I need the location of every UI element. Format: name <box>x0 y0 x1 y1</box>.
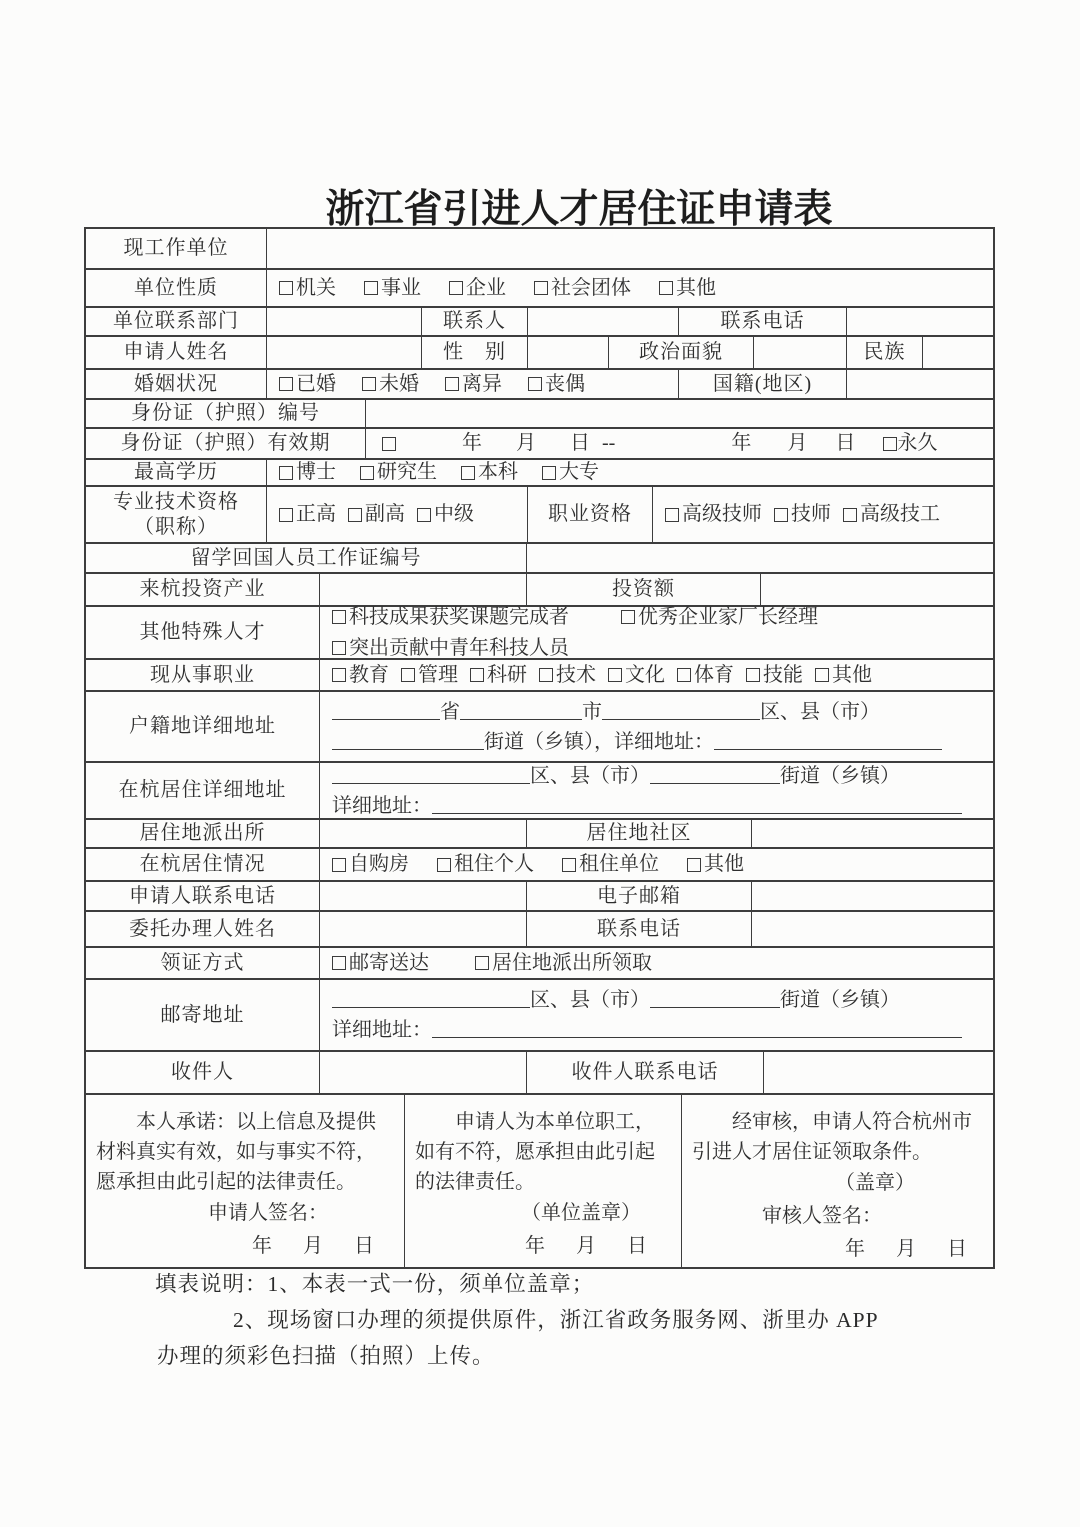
blank-underline[interactable] <box>432 1018 962 1038</box>
special-talent-line1 <box>332 602 818 633</box>
checkbox-label: 突出贡献中青年科技人员 <box>349 636 569 659</box>
label-vocational-qualification: 职业资格 <box>527 487 652 542</box>
label-delivery-method: 领证方式 <box>160 951 245 974</box>
checkbox-label: 永久 <box>897 432 938 454</box>
declaration-unit <box>404 1095 681 1267</box>
checkbox-icon <box>774 508 788 522</box>
field-hangzhou-address <box>319 763 993 818</box>
field-id-validity <box>365 429 993 458</box>
checkbox-label: 社会团体 <box>551 276 631 299</box>
row-id-number <box>86 398 993 427</box>
checkbox-option[interactable] <box>475 951 652 976</box>
field-contact-person[interactable] <box>527 308 678 335</box>
checkbox-icon <box>843 508 857 522</box>
validity-separator: -- <box>602 432 616 454</box>
checkbox-option[interactable] <box>470 663 527 688</box>
checkbox-label: 邮寄送达 <box>349 951 429 974</box>
row-unit-nature <box>86 268 993 306</box>
checkbox-label: 副高 <box>365 503 405 525</box>
label-agent-name: 委托办理人姓名 <box>129 917 276 940</box>
checkbox-option[interactable] <box>542 460 599 485</box>
checkbox-option[interactable] <box>746 663 803 688</box>
text-street-detail: 街道（乡镇），详细地址： <box>484 730 714 753</box>
checkbox-icon <box>437 858 451 872</box>
field-agent-name[interactable] <box>319 912 526 946</box>
page-title: 浙江省引进人才居住证申请表 <box>325 188 833 231</box>
checkbox-option[interactable] <box>608 663 665 688</box>
blank-underline[interactable] <box>332 730 484 750</box>
label-investment-industry: 来杭投资产业 <box>139 578 266 600</box>
label-marital-status: 婚姻状况 <box>134 372 218 395</box>
checkbox-label: 离异 <box>462 372 502 395</box>
occupation-options <box>319 660 993 690</box>
text-city: 市 <box>582 700 602 723</box>
blank-underline[interactable] <box>460 700 582 720</box>
label-police-station: 居住地派出所 <box>139 822 266 844</box>
label-professional-line2: （职称） <box>134 515 218 538</box>
checkbox-label: 技能 <box>763 663 803 686</box>
label-contact-person: 联系人 <box>421 308 527 335</box>
text-detail: 详细地址： <box>332 794 432 817</box>
checkbox-option[interactable] <box>332 663 389 688</box>
row-investment <box>86 572 993 605</box>
checkbox-icon <box>360 466 374 480</box>
text-detail: 详细地址： <box>332 1019 432 1041</box>
checkbox-icon <box>445 377 459 391</box>
checkbox-icon <box>687 858 701 872</box>
application-form-table <box>84 227 995 1269</box>
note-line-2: 2、现场窗口办理的须提供原件，浙江省政务服务网、浙里办 APP <box>233 1308 879 1332</box>
validity-day-start: 日 <box>570 432 590 454</box>
checkbox-icon <box>539 668 553 682</box>
checkbox-label: 优秀企业家厂长经理 <box>638 605 818 628</box>
special-talent-options <box>319 607 993 658</box>
unit-nature-options <box>266 270 993 306</box>
checkbox-label: 文化 <box>625 663 665 686</box>
field-applicant-phone[interactable] <box>319 882 526 910</box>
checkbox-option[interactable] <box>539 663 596 688</box>
checkbox-option[interactable] <box>815 663 872 688</box>
checkbox-label: 研究生 <box>377 461 437 483</box>
label-unit-dept: 单位联系部门 <box>113 310 239 332</box>
label-political-status: 政治面貌 <box>608 337 753 368</box>
checkbox-icon <box>608 668 622 682</box>
checkbox-label: 管理 <box>418 663 458 686</box>
checkbox-icon <box>475 956 489 970</box>
validity-month-start: 月 <box>516 432 536 454</box>
label-email: 电子邮箱 <box>526 882 751 910</box>
row-unit-dept <box>86 306 993 335</box>
checkbox-icon <box>417 508 431 522</box>
blank-underline[interactable] <box>650 988 780 1008</box>
label-gender: 性 别 <box>421 337 527 368</box>
checkbox-option[interactable] <box>774 502 831 527</box>
checkbox-icon <box>279 281 293 295</box>
professional-title-options <box>266 487 527 542</box>
field-returnee-cert[interactable] <box>526 544 993 572</box>
text-street: 街道（乡镇） <box>780 989 900 1011</box>
checkbox-option[interactable] <box>528 372 585 397</box>
row-marital-status <box>86 368 993 398</box>
label-mailing-address: 邮寄地址 <box>160 1003 245 1026</box>
checkbox-label: 机关 <box>296 276 336 299</box>
form-notes <box>85 1266 995 1374</box>
note-line-1: 填表说明：1、本表一式一份，须单位盖章； <box>155 1272 595 1296</box>
row-recipient <box>86 1050 993 1093</box>
validity-year-end: 年 <box>731 432 752 454</box>
label-agent-phone: 联系电话 <box>526 912 751 946</box>
label-education: 最高学历 <box>134 461 218 483</box>
checkbox-label: 其他 <box>676 276 716 299</box>
label-investment-amount: 投资额 <box>526 574 760 605</box>
checkbox-icon <box>677 668 691 682</box>
checkbox-option[interactable] <box>279 502 336 527</box>
review-seal-label: （盖章） <box>835 1172 915 1194</box>
label-unit-nature: 单位性质 <box>134 276 218 299</box>
text-district: 区、县（市） <box>530 989 650 1011</box>
label-contact-phone: 联系电话 <box>678 308 846 335</box>
label-professional-title <box>86 487 266 542</box>
checkbox-option[interactable] <box>687 852 744 877</box>
checkbox-icon <box>883 437 897 451</box>
checkbox-icon <box>562 858 576 872</box>
checkbox-label: 中级 <box>434 503 474 525</box>
field-id-number[interactable] <box>365 400 993 427</box>
checkbox-option[interactable] <box>417 502 474 527</box>
row-applicant-phone <box>86 880 993 910</box>
field-investment-industry[interactable] <box>319 574 526 605</box>
unit-promise-text: 申请人为本单位职工，如有不符，愿承担由此引起的法律责任。 <box>415 1111 655 1193</box>
label-recipient-phone: 收件人联系电话 <box>526 1052 763 1093</box>
checkbox-option[interactable] <box>843 502 940 527</box>
checkbox-label: 租住单位 <box>579 853 659 875</box>
checkbox-option[interactable] <box>659 276 716 301</box>
checkbox-icon <box>332 610 346 624</box>
checkbox-label: 正高 <box>296 503 336 525</box>
checkbox-icon <box>348 508 362 522</box>
label-special-talent: 其他特殊人才 <box>139 621 266 643</box>
checkbox-option[interactable] <box>362 372 419 397</box>
applicant-promise-text: 本人承诺：以上信息及提供材料真实有效，如与事实不符，愿承担由此引起的法律责任。 <box>96 1111 376 1193</box>
row-agent-name <box>86 910 993 946</box>
delivery-method-options <box>319 948 993 978</box>
label-registered-address: 户籍地详细地址 <box>129 715 276 737</box>
checkbox-option[interactable] <box>534 276 631 301</box>
row-mailing-address <box>86 978 993 1050</box>
checkbox-option[interactable] <box>279 460 336 485</box>
validity-year-start: 年 <box>462 432 482 454</box>
field-current-unit[interactable] <box>266 229 993 268</box>
label-applicant-phone: 申请人联系电话 <box>129 884 276 907</box>
checkbox-icon <box>332 956 346 970</box>
checkbox-option[interactable] <box>279 276 336 301</box>
label-applicant-name: 申请人姓名 <box>123 341 229 363</box>
reviewer-signature-label: 审核人签名： <box>762 1205 882 1227</box>
checkbox-icon <box>461 466 475 480</box>
blank-underline[interactable] <box>650 764 780 784</box>
unit-seal-label: （单位盖章） <box>521 1202 641 1224</box>
special-talent-line2 <box>332 633 569 664</box>
checkbox-option[interactable] <box>449 276 506 301</box>
blank-underline[interactable] <box>332 764 530 784</box>
checkbox-label: 自购房 <box>349 853 409 875</box>
checkbox-option[interactable] <box>364 276 421 301</box>
checkbox-label: 本科 <box>478 461 518 483</box>
checkbox-label: 租住个人 <box>454 853 534 875</box>
checkbox-icon[interactable] <box>382 437 396 451</box>
checkbox-icon <box>528 377 542 391</box>
label-recipient: 收件人 <box>171 1061 234 1083</box>
validity-day-end: 日 <box>835 432 856 454</box>
checkbox-icon <box>279 466 293 480</box>
field-contact-phone[interactable] <box>846 308 993 335</box>
checkbox-option[interactable] <box>332 951 429 976</box>
blank-underline[interactable] <box>432 794 962 814</box>
text-province: 省 <box>440 700 460 723</box>
review-text: 经审核，申请人符合杭州市引进人才居住证领取条件。 <box>692 1111 972 1163</box>
checkbox-option[interactable] <box>348 502 405 527</box>
checkbox-label: 教育 <box>349 663 389 686</box>
checkbox-icon <box>332 641 346 655</box>
row-returnee-cert <box>86 542 993 572</box>
row-residence-type <box>86 847 993 880</box>
checkbox-icon <box>746 668 760 682</box>
row-registered-address <box>86 690 993 761</box>
checkbox-label: 丧偶 <box>545 372 585 395</box>
row-professional-title <box>86 485 993 542</box>
checkbox-label: 技师 <box>791 503 831 525</box>
checkbox-icon <box>332 668 346 682</box>
row-education <box>86 458 993 485</box>
field-police-station[interactable] <box>319 820 526 847</box>
label-returnee-cert: 留学回国人员工作证编号 <box>190 546 422 569</box>
checkbox-icon <box>279 377 293 391</box>
checkbox-icon <box>332 858 346 872</box>
checkbox-option[interactable] <box>461 460 518 485</box>
text-district: 区、县（市） <box>530 764 650 787</box>
checkbox-option[interactable] <box>279 372 336 397</box>
checkbox-option[interactable] <box>562 852 659 877</box>
checkbox-label: 高级技工 <box>860 503 940 525</box>
note-line-3: 办理的须彩色扫描（拍照）上传。 <box>157 1344 495 1368</box>
checkbox-label: 高级技师 <box>682 503 762 525</box>
blank-underline[interactable] <box>602 700 760 720</box>
row-occupation <box>86 658 993 690</box>
label-occupation: 现从事职业 <box>150 663 255 686</box>
checkbox-icon <box>542 466 556 480</box>
checkbox-option[interactable] <box>332 633 569 663</box>
checkbox-option[interactable] <box>332 852 409 877</box>
checkbox-option[interactable] <box>665 502 762 527</box>
field-unit-dept[interactable] <box>266 308 421 335</box>
field-political-status[interactable] <box>753 337 846 368</box>
applicant-signature-label: 申请人签名： <box>208 1202 328 1224</box>
education-options <box>266 460 993 485</box>
checkbox-permanent[interactable] <box>883 431 937 456</box>
field-gender[interactable] <box>527 337 608 368</box>
marital-status-options <box>266 370 678 398</box>
label-id-validity: 身份证（护照）有效期 <box>120 432 331 454</box>
checkbox-icon <box>364 281 378 295</box>
checkbox-option[interactable] <box>437 852 534 877</box>
field-recipient[interactable] <box>319 1052 526 1093</box>
review-date-line: 年 月 日 <box>845 1238 967 1260</box>
blank-underline[interactable] <box>332 700 440 720</box>
unit-date-line: 年 月 日 <box>525 1235 647 1257</box>
declaration-review <box>681 1095 993 1267</box>
label-community: 居住地社区 <box>526 820 751 847</box>
row-hangzhou-address <box>86 761 993 818</box>
checkbox-label: 科研 <box>487 663 527 686</box>
label-professional-line1: 专业技术资格 <box>113 490 239 513</box>
checkbox-label: 科技成果获奖课题完成者 <box>349 605 569 628</box>
checkbox-icon <box>534 281 548 295</box>
field-email[interactable] <box>751 882 993 910</box>
checkbox-icon <box>279 508 293 522</box>
row-applicant-name <box>86 335 993 368</box>
applicant-date-line: 年 月 日 <box>252 1235 374 1257</box>
checkbox-icon <box>449 281 463 295</box>
field-community[interactable] <box>751 820 993 847</box>
field-applicant-name[interactable] <box>266 337 421 368</box>
checkbox-label: 其他 <box>704 853 744 875</box>
vocational-qualification-options <box>652 487 993 542</box>
checkbox-label: 技术 <box>556 663 596 686</box>
checkbox-icon <box>659 281 673 295</box>
checkbox-label: 其他 <box>832 663 872 686</box>
checkbox-label: 博士 <box>296 461 336 483</box>
row-delivery-method <box>86 946 993 978</box>
checkbox-label: 大专 <box>559 461 599 483</box>
label-id-number: 身份证（护照）编号 <box>131 402 320 424</box>
row-id-validity <box>86 427 993 458</box>
checkbox-option[interactable] <box>360 460 437 485</box>
checkbox-label: 事业 <box>381 276 421 299</box>
label-hangzhou-address: 在杭居住详细地址 <box>118 779 287 801</box>
checkbox-icon <box>815 668 829 682</box>
checkbox-option[interactable] <box>332 602 569 632</box>
field-ethnicity[interactable] <box>922 337 993 368</box>
row-current-unit <box>86 229 993 268</box>
checkbox-option[interactable] <box>621 602 818 632</box>
checkbox-option[interactable] <box>401 663 458 688</box>
checkbox-icon <box>621 610 635 624</box>
checkbox-option[interactable] <box>677 663 734 688</box>
checkbox-label: 体育 <box>694 663 734 686</box>
text-street: 街道（乡镇） <box>780 764 900 787</box>
checkbox-option[interactable] <box>445 372 502 397</box>
checkbox-label: 已婚 <box>296 372 336 395</box>
validity-month-end: 月 <box>787 432 808 454</box>
checkbox-label: 未婚 <box>379 372 419 395</box>
field-mailing-address <box>319 980 993 1050</box>
label-residence-type: 在杭居住情况 <box>139 853 266 875</box>
row-police-station <box>86 818 993 847</box>
checkbox-icon <box>665 508 679 522</box>
checkbox-label: 居住地派出所领取 <box>492 951 652 974</box>
label-current-unit: 现工作单位 <box>123 237 229 259</box>
row-declarations <box>86 1093 993 1267</box>
declaration-applicant <box>86 1095 404 1267</box>
blank-underline[interactable] <box>332 988 530 1008</box>
checkbox-icon <box>362 377 376 391</box>
checkbox-label: 企业 <box>466 276 506 299</box>
label-nationality: 国籍(地区) <box>678 370 846 398</box>
label-ethnicity: 民族 <box>846 337 922 368</box>
text-district: 区、县（市） <box>760 700 880 723</box>
residence-type-options <box>319 849 993 880</box>
row-special-talent <box>86 605 993 658</box>
checkbox-icon <box>401 668 415 682</box>
blank-underline[interactable] <box>714 730 942 750</box>
checkbox-icon <box>470 668 484 682</box>
field-agent-phone[interactable] <box>751 912 993 946</box>
field-registered-address <box>319 692 993 761</box>
field-recipient-phone[interactable] <box>763 1052 993 1093</box>
field-investment-amount[interactable] <box>760 574 993 605</box>
field-nationality[interactable] <box>846 370 993 398</box>
